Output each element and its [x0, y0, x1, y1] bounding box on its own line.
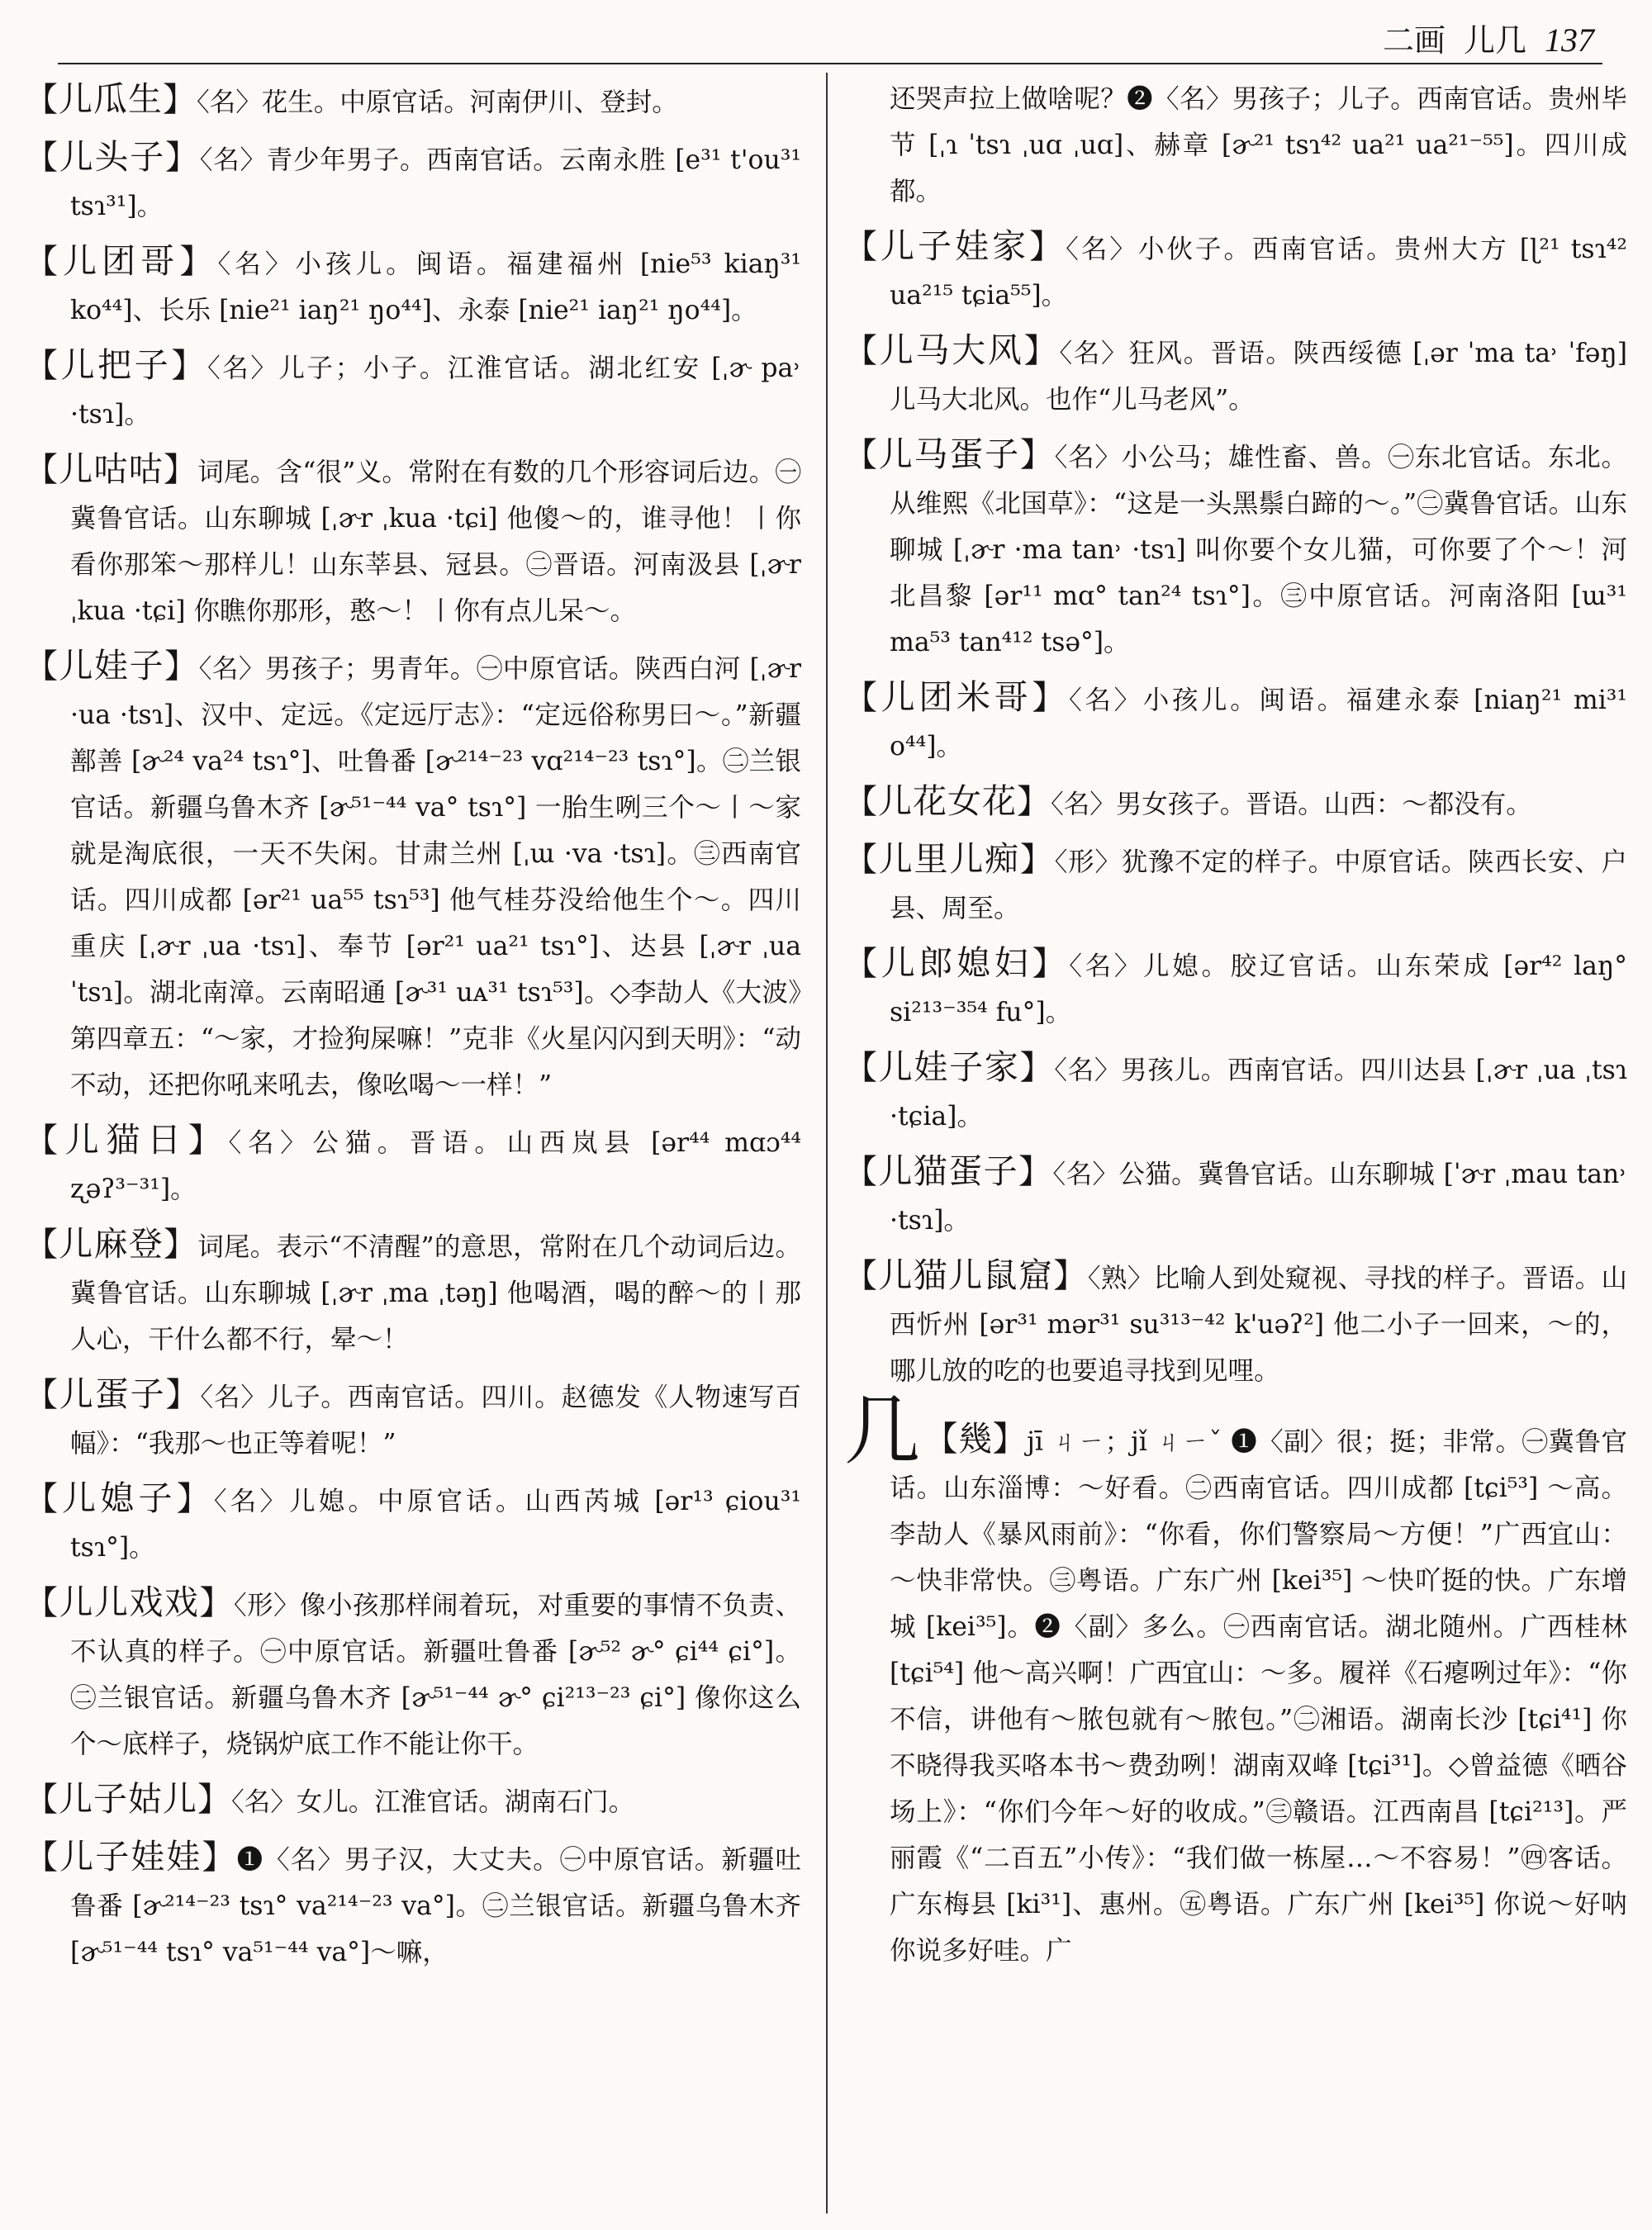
entry-headword: 儿子娃娃 [59, 1837, 202, 1877]
dictionary-entry: 【儿麻登】词尾。表示“不清醒”的意思，常附在几个动词后边。冀鲁官话。山东聊城 [ˌɚr ˌma ˌtəŋ] 他喝酒，喝的醉～的丨那人心，干什么都不行，晕～！ [25, 1224, 801, 1355]
entry-headword: 儿头子 [59, 137, 165, 177]
entry-headword: 儿团米哥 [881, 677, 1032, 717]
section-label: 二画 [1382, 22, 1446, 59]
dictionary-entry: 【儿团哥】〈名〉小孩儿。闽语。福建福州 [nie⁵³ kiaŋ³¹ ko⁴⁴]、长乐 [nie²¹ iaŋ²¹ ŋo⁴⁴]、永泰 [nie²¹ iaŋ²¹ ŋo⁴⁴]。 [25, 241, 801, 325]
entry-definition: 〈名〉儿子；小子。江淮官话。湖北红安 [ˌɚ pa˒ ·tsɿ]。 [70, 353, 801, 429]
entry-definition: 还哭声拉上做啥呢？❷〈名〉男孩子；儿子。西南官话。贵州毕节 [ˌɿ ˈtsɿ ˌuɑ ˌuɑ]、赫章 [ɚ²¹ tsɿ⁴² ua²¹ ua²¹⁻⁵⁵]。四川成都。 [890, 84, 1627, 206]
entry-headword: 儿郎媳妇 [881, 943, 1032, 983]
entry-headword: 儿咕咕 [59, 449, 164, 489]
dictionary-entry: 【儿团米哥】〈名〉小孩儿。闽语。福建永泰 [niaŋ²¹ mi³¹ o⁴⁴]。 [844, 677, 1627, 762]
entry-headword: 儿娃子 [59, 646, 165, 686]
entry-definition: 〈名〉小孩儿。闽语。福建福州 [nie⁵³ kiaŋ³¹ ko⁴⁴]、长乐 [nie²¹ iaŋ²¹ ŋo⁴⁴]、永泰 [nie²¹ iaŋ²¹ ŋo⁴⁴]。 [70, 249, 801, 325]
traditional-form: 幾 [958, 1419, 993, 1459]
dictionary-entry: 【儿猫蛋子】〈名〉公猫。冀鲁官话。山东聊城 [ˈɚr ˌmau tan˒ ·tsɿ]。 [844, 1151, 1627, 1236]
entry-definition: 〈名〉狂风。晋语。陕西绥德 [ˌər ˈma ta˒ ˈfəŋ] 儿马大北风。也作“儿马老风”。 [890, 339, 1627, 415]
entry-headword: 儿把子 [60, 345, 172, 385]
dictionary-entry: 【儿花女花】〈名〉男女孩子。晋语。山西：～都没有。 [844, 781, 1532, 821]
column-divider [826, 73, 828, 2213]
entry-headword: 儿马大风 [879, 330, 1024, 370]
left-column [25, 76, 801, 2222]
entry-headword: 儿瓜生 [59, 79, 163, 119]
entry-continuation [844, 76, 1627, 215]
entry-definition: 〈名〉花生。中原官话。河南伊川、登封。 [197, 88, 678, 117]
entry-headword: 儿花女花 [878, 781, 1017, 821]
entry-headword: 儿儿戏戏 [59, 1582, 200, 1622]
dictionary-entry: 【儿郎媳妇】〈名〉儿媳。胶辽官话。山东荣成 [ər⁴² laŋ° si²¹³⁻³⁵⁴ fu°]。 [844, 943, 1627, 1027]
dictionary-entry: 【儿马蛋子】〈名〉小公马；雄性畜、兽。㊀东北官话。东北。从维熙《北国草》：“这是一头黑鬃白蹄的～。”㊁冀鲁官话。山东聊城 [ˌɚr ·ma tan˒ ·tsɿ] 叫你要个女儿猫，可你要了个～！河北昌黎 [ər¹¹ mɑ° tan²⁴ tsɿ°]。㊂中原官话。河南洛阳 [ɯ³¹ ma⁵³ tan⁴¹² tsə°]。 [844, 434, 1627, 657]
dictionary-entry: 【儿把子】〈名〉儿子；小子。江淮官话。湖北红安 [ˌɚ pa˒ ·tsɿ]。 [25, 345, 801, 429]
entry-definition: 词尾。含“很”义。常附在有数的几个形容词后边。㊀冀鲁官话。山东聊城 [ˌɚr ˌkua ·tɕi] 他傻～的，谁寻他！丨你看你那笨～那样儿！山东莘县、冠县。㊁晋语。河南汲县 [ˌɚr ˌkua ·tɕi] 你瞧你那形，憨～！丨你有点儿呆～。 [70, 458, 801, 626]
entry-definition: 〈名〉儿媳。中原官话。山西芮城 [ər¹³ ɕiou³¹ tsɿ°]。 [70, 1487, 801, 1563]
entry-definition: 〈名〉儿子。西南官话。四川。赵德发《人物速写百幅》：“我那～也正等着呢！” [70, 1383, 801, 1459]
entry-headword: 儿猫蛋子 [878, 1151, 1019, 1191]
entry-definition: 〈名〉公猫。冀鲁官话。山东聊城 [ˈɚr ˌmau tan˒ ·tsɿ]。 [890, 1160, 1627, 1236]
entry-definition: 〈名〉小孩儿。闽语。福建永泰 [niaŋ²¹ mi³¹ o⁴⁴]。 [890, 686, 1627, 762]
dictionary-entry: 【儿咕咕】词尾。含“很”义。常附在有数的几个形容词后边。㊀冀鲁官话。山东聊城 [ˌɚr ˌkua ·tɕi] 他傻～的，谁寻他！丨你看你那笨～那样儿！山东莘县、冠县。㊁晋语。河南汲县 [ˌɚr ˌkua ·tɕi] 你瞧你那形，憨～！丨你有点儿呆～。 [25, 449, 801, 626]
entry-definition: 〈名〉小伙子。西南官话。贵州大方 [ɭ²¹ tsɿ⁴² ua²¹⁵ tɕia⁵⁵]。 [890, 235, 1627, 311]
character-entry: 几【幾】jī ㄐㄧ；jǐ ㄐㄧˇ ❶〈副〉很；挺；非常。㊀冀鲁官话。山东淄博：～好看。㊁西南官话。四川成都 [tɕi⁵³] ～高。李劼人《暴风雨前》：“你看，你们警察局～方便！”广西宜山：～快非常快。㊂粤语。广东广州 [kei³⁵] ～快吖挺的快。广东增城 [kei³⁵]。❷〈副〉多么。㊀西南官话。湖北随州。广西桂林 [tɕi⁵⁴] 他～高兴啊！广西宜山：～多。履祥《石瘪咧过年》：“你不信，讲他有～脓包就有～脓包。”㊁湘语。湖南长沙 [tɕi⁴¹] 你不晓得我买咯本书～费劲咧！湖南双峰 [tɕi³¹]。◇曾益德《晒谷场上》：“你们今年～好的收成。”㊂赣语。江西南昌 [tɕi²¹³]。严丽霞《“二百五”小传》：“我们做一栋屋…～不容易！”㊃客话。广东梅县 [ki³¹]、惠州。㊄粤语。广东广州 [kei³⁵] 你说～好呐你说多好哇。广 [844, 1387, 1627, 1966]
entry-headword: 儿团哥 [63, 241, 180, 281]
entry-headword: 儿子娃家 [881, 226, 1030, 266]
entry-headword: 儿猫日 [64, 1120, 188, 1160]
entry-headword: 儿猫儿鼠窟 [878, 1255, 1054, 1295]
entry-definition: 〈名〉儿媳。胶辽官话。山东荣成 [ər⁴² laŋ° si²¹³⁻³⁵⁴ fu°]。 [890, 951, 1627, 1027]
dictionary-entry: 【儿蛋子】〈名〉儿子。西南官话。四川。赵德发《人物速写百幅》：“我那～也正等着呢！” [25, 1374, 801, 1459]
entry-definition: ❶〈名〉男子汉，大丈夫。㊀中原官话。新疆吐鲁番 [ɚ²¹⁴⁻²³ tsɿ° va²¹⁴⁻²³ va°]。㊁兰银官话。新疆乌鲁木齐 [ɚ⁵¹⁻⁴⁴ tsɿ° va⁵¹⁻⁴⁴ va°]～嘛， [70, 1845, 801, 1967]
entry-definition: 〈熟〉比喻人到处窥视、寻找的样子。晋语。山西忻州 [ər³¹ mər³¹ su³¹³⁻⁴² k'uəʔ²] 他二小子一回来，～的，哪儿放的吃的也要追寻找到见哩。 [890, 1264, 1627, 1386]
entry-definition: 〈名〉小公马；雄性畜、兽。㊀东北官话。东北。从维熙《北国草》：“这是一头黑鬃白蹄的～。”㊁冀鲁官话。山东聊城 [ˌɚr ·ma tan˒ ·tsɿ] 叫你要个女儿猫，可你要了个～！河北昌黎 [ər¹¹ mɑ° tan²⁴ tsɿ°]。㊂中原官话。河南洛阳 [ɯ³¹ ma⁵³ tan⁴¹² tsə°]。 [890, 443, 1627, 657]
entry-definition: 〈名〉男孩子；男青年。㊀中原官话。陕西白河 [ˌɚr ·ua ·tsɿ]、汉中、定远。《定远厅志》：“定远俗称男曰～。”新疆鄯善 [ɚ²⁴ va²⁴ tsɿ°]、吐鲁番 [ɚ²¹⁴⁻²³ vɑ²¹⁴⁻²³ tsɿ°]。㊁兰银官话。新疆乌鲁木齐 [ɚ⁵¹⁻⁴⁴ va° tsɿ°] 一胎生咧三个～丨～家就是淘底很，一天不失闲。甘肃兰州 [ˌɯ ·va ·tsɿ]。㊂西南官话。四川成都 [ər²¹ ua⁵⁵ tsɿ⁵³] 他气桂芬没给他生个～。四川重庆 [ˌɚr ˌua ·tsɿ]、奉节 [ər²¹ ua²¹ tsɿ°]、达县 [ˌɚr ˌua ˈtsɿ]。湖北南漳。云南昭通 [ɚ³¹ uᴀ³¹ tsɿ⁵³]。◇李劼人《大波》第四章五：“～家，才捡狗屎嘛！”克非《火星闪闪到天明》：“动不动，还把你吼来吼去，像吆喝～一样！” [70, 654, 801, 1100]
entry-headword: 儿子姑儿 [59, 1779, 197, 1819]
dictionary-entry: 【儿子娃娃】❶〈名〉男子汉，大丈夫。㊀中原官话。新疆吐鲁番 [ɚ²¹⁴⁻²³ tsɿ° va²¹⁴⁻²³ va°]。㊁兰银官话。新疆乌鲁木齐 [ɚ⁵¹⁻⁴⁴ tsɿ° va⁵¹⁻⁴⁴ va°]～嘛， [25, 1837, 801, 1967]
entry-definition: 〈名〉青少年男子。西南官话。云南永胜 [e³¹ t'ou³¹ tsɿ³¹]。 [70, 145, 801, 221]
entry-headword: 儿蛋子 [59, 1374, 166, 1414]
page-number: 137 [1545, 21, 1594, 59]
main-character-headword: 几 [844, 1387, 921, 1475]
dictionary-entry: 【儿猫日】〈名〉公猫。晋语。山西岚县 [ər⁴⁴ mɑɔ⁴⁴ ʐəʔ³⁻³¹]。 [25, 1120, 801, 1204]
dictionary-entry: 【儿子姑儿】〈名〉女儿。江淮官话。湖南石门。 [25, 1779, 635, 1819]
entry-definition: 词尾。表示“不清醒”的意思，常附在几个动词后边。冀鲁官话。山东聊城 [ˌɚr ˌma ˌtəŋ] 他喝酒，喝的醉～的丨那人心，干什么都不行，晕～！ [70, 1232, 801, 1355]
entry-headword: 儿麻登 [59, 1224, 164, 1264]
header-rule [58, 63, 1602, 64]
entry-definition: 〈名〉男女孩子。晋语。山西：～都没有。 [1051, 790, 1532, 819]
dictionary-entry: 【儿头子】〈名〉青少年男子。西南官话。云南永胜 [e³¹ t'ou³¹ tsɿ³¹]。 [25, 137, 801, 221]
entry-definition: 〈名〉女儿。江淮官话。湖南石门。 [231, 1787, 635, 1817]
dictionary-entry: 【儿瓜生】〈名〉花生。中原官话。河南伊川、登封。 [25, 79, 678, 119]
right-column [844, 76, 1627, 2222]
entry-headword: 儿娃子家 [878, 1047, 1020, 1087]
dictionary-entry: 【儿马大风】〈名〉狂风。晋语。陕西绥德 [ˌər ˈma ta˒ ˈfəŋ] 儿马大北风。也作“儿马老风”。 [844, 330, 1627, 415]
dictionary-entry: 【儿娃子家】〈名〉男孩儿。西南官话。四川达县 [ˌɚr ˌua ˌtsɿ ·tɕia]。 [844, 1047, 1627, 1132]
dictionary-entry: 【儿里儿痴】〈形〉犹豫不定的样子。中原官话。陕西长安、户县、周至。 [844, 839, 1627, 923]
dictionary-entry: 【儿儿戏戏】〈形〉像小孩那样闹着玩，对重要的事情不负责、不认真的样子。㊀中原官话。新疆吐鲁番 [ɚ⁵² ɚ° ɕi⁴⁴ ɕi°]。㊁兰银官话。新疆乌鲁木齐 [ɚ⁵¹⁻⁴⁴ ɚ° ɕi²¹³⁻²³ ɕi°] 像你这么个～底样子，烧锅炉底工作不能让你干。 [25, 1582, 801, 1759]
entry-definition: 〈名〉公猫。晋语。山西岚县 [ər⁴⁴ mɑɔ⁴⁴ ʐəʔ³⁻³¹]。 [70, 1128, 801, 1204]
entry-headword: 儿媳子 [62, 1478, 177, 1518]
entry-definition: jī ㄐㄧ；jǐ ㄐㄧˇ ❶〈副〉很；挺；非常。㊀冀鲁官话。山东淄博：～好看。㊁西南官话。四川成都 [tɕi⁵³] ～高。李劼人《暴风雨前》：“你看，你们警察局～方便！”广西宜山：～快非常快。㊂粤语。广东广州 [kei³⁵] ～快吖挺的快。广东增城 [kei³⁵]。❷〈副〉多么。㊀西南官话。湖北随州。广西桂林 [tɕi⁵⁴] 他～高兴啊！广西宜山：～多。履祥《石瘪咧过年》：“你不信，讲他有～脓包就有～脓包。”㊁湘语。湖南长沙 [tɕi⁴¹] 你不晓得我买咯本书～费劲咧！湖南双峰 [tɕi³¹]。◇曾益德《晒谷场上》：“你们今年～好的收成。”㊂赣语。江西南昌 [tɕi²¹³]。严丽霞《“二百五”小传》：“我们做一栋屋…～不容易！”㊃客话。广东梅县 [ki³¹]、惠州。㊄粤语。广东广州 [kei³⁵] 你说～好呐你说多好哇。广 [890, 1427, 1627, 1966]
dictionary-entry: 【儿娃子】〈名〉男孩子；男青年。㊀中原官话。陕西白河 [ˌɚr ·ua ·tsɿ]、汉中、定远。《定远厅志》：“定远俗称男曰～。”新疆鄯善 [ɚ²⁴ va²⁴ tsɿ°]、吐鲁番 [ɚ²¹⁴⁻²³ vɑ²¹⁴⁻²³ tsɿ°]。㊁兰银官话。新疆乌鲁木齐 [ɚ⁵¹⁻⁴⁴ va° tsɿ°] 一胎生咧三个～丨～家就是淘底很，一天不失闲。甘肃兰州 [ˌɯ ·va ·tsɿ]。㊂西南官话。四川成都 [ər²¹ ua⁵⁵ tsɿ⁵³] 他气桂芬没给他生个～。四川重庆 [ˌɚr ˌua ·tsɿ]、奉节 [ər²¹ ua²¹ tsɿ°]、达县 [ˌɚr ˌua ˈtsɿ]。湖北南漳。云南昭通 [ɚ³¹ uᴀ³¹ tsɿ⁵³]。◇李劼人《大波》第四章五：“～家，才捡狗屎嘛！”克非《火星闪闪到天明》：“动不动，还把你吼来吼去，像吆喝～一样！” [25, 646, 801, 1100]
entry-headword: 儿马蛋子 [878, 434, 1020, 474]
dictionary-entry: 【儿猫儿鼠窟】〈熟〉比喻人到处窥视、寻找的样子。晋语。山西忻州 [ər³¹ mər³¹ su³¹³⁻⁴² k'uəʔ²] 他二小子一回来，～的，哪儿放的吃的也要追寻找到见哩。 [844, 1255, 1627, 1386]
entry-headword: 儿里儿痴 [878, 839, 1020, 879]
entry-definition: 〈名〉男孩儿。西南官话。四川达县 [ˌɚr ˌua ˌtsɿ ·tɕia]。 [890, 1056, 1627, 1132]
entry-definition: 〈形〉犹豫不定的样子。中原官话。陕西长安、户县、周至。 [890, 847, 1627, 923]
dictionary-entry: 【儿子娃家】〈名〉小伙子。西南官话。贵州大方 [ɭ²¹ tsɿ⁴² ua²¹⁵ tɕia⁵⁵]。 [844, 226, 1627, 311]
dictionary-entry: 【儿媳子】〈名〉儿媳。中原官话。山西芮城 [ər¹³ ɕiou³¹ tsɿ°]。 [25, 1478, 801, 1563]
entry-definition: 〈形〉像小孩那样闹着玩，对重要的事情不负责、不认真的样子。㊀中原官话。新疆吐鲁番 [ɚ⁵² ɚ° ɕi⁴⁴ ɕi°]。㊁兰银官话。新疆乌鲁木齐 [ɚ⁵¹⁻⁴⁴ ɚ° ɕi²¹³⁻²³ ɕi°] 像你这么个～底样子，烧锅炉底工作不能让你干。 [70, 1591, 801, 1759]
running-head-chars: 儿几 [1463, 22, 1526, 59]
page-header [1383, 15, 1594, 64]
